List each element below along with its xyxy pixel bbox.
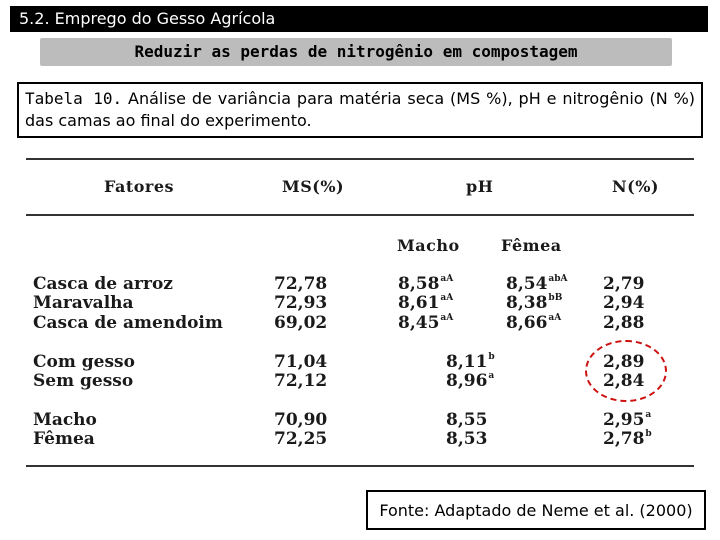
section-subtitle: Reduzir as perdas de nitrogênio em compostagem: [40, 38, 672, 66]
row-ph: 8,55: [446, 410, 488, 430]
row-n: 2,84: [603, 371, 645, 391]
row-ph-femea: 8,66: [506, 313, 548, 333]
row-ph-macho-sup: aA: [440, 313, 454, 323]
header-ms: MS(%): [282, 177, 345, 196]
row-ms: 72,93: [274, 293, 328, 313]
row-ph-femea-sup: abA: [548, 274, 568, 284]
subheader-macho: Macho: [397, 236, 460, 255]
row-n: 2,95: [603, 410, 645, 430]
row-n: 2,79: [603, 274, 645, 294]
row-ph-sup: b: [488, 352, 495, 362]
row-ph: 8,11: [446, 352, 488, 372]
row-ms: 69,02: [274, 313, 328, 333]
row-ms: 72,12: [274, 371, 328, 391]
row-n: 2,89: [603, 352, 645, 372]
table-rule-header: [26, 214, 694, 216]
row-fator: Casca de arroz: [33, 274, 173, 294]
row-ph-femea: 8,54: [506, 274, 548, 294]
row-ph-macho-sup: aA: [440, 274, 454, 284]
row-ms: 72,25: [274, 429, 328, 449]
row-ms: 72,78: [274, 274, 328, 294]
header-ph: pH: [466, 177, 494, 196]
caption-label: Tabela 10.: [25, 89, 123, 108]
table-rule-top: [26, 158, 694, 160]
row-ms: 70,90: [274, 410, 328, 430]
slide-title: 5.2. Emprego do Gesso Agrícola: [19, 9, 276, 28]
row-ph-macho: 8,45: [398, 313, 440, 333]
row-fator: Macho: [33, 410, 97, 430]
row-ph-macho: 8,61: [398, 293, 440, 313]
header-fatores: Fatores: [104, 177, 175, 196]
row-ph-femea-sup: bB: [548, 293, 563, 303]
slide-title-bar: [10, 6, 708, 32]
row-fator: Maravalha: [33, 293, 134, 313]
row-ph-sup: a: [488, 371, 495, 381]
row-ph: 8,96: [446, 371, 488, 391]
row-fator: Fêmea: [33, 429, 95, 449]
row-n: 2,88: [603, 313, 645, 333]
row-fator: Casca de amendoim: [33, 313, 223, 333]
row-ph-femea-sup: aA: [548, 313, 562, 323]
row-n: 2,94: [603, 293, 645, 313]
row-ph-macho: 8,58: [398, 274, 440, 294]
row-fator: Com gesso: [33, 352, 135, 372]
row-n: 2,78: [603, 429, 645, 449]
table-rule-bottom: [26, 465, 694, 467]
row-fator: Sem gesso: [33, 371, 134, 391]
caption-text: Análise de variância para matéria seca (MS %), pH e nitrogênio (N %) das camas ao final do experimento.: [25, 89, 696, 130]
row-n-sup: b: [645, 429, 652, 439]
row-ms: 71,04: [274, 352, 328, 372]
header-n: N(%): [612, 177, 659, 196]
row-ph-macho-sup: aA: [440, 293, 454, 303]
row-n-sup: a: [645, 410, 652, 420]
row-ph-femea: 8,38: [506, 293, 548, 313]
subheader-femea: Fêmea: [501, 236, 562, 255]
row-ph: 8,53: [446, 429, 488, 449]
source-note: Fonte: Adaptado de Neme et al. (2000): [366, 490, 706, 530]
highlight-circle: [585, 340, 667, 402]
table-caption: [17, 82, 703, 138]
